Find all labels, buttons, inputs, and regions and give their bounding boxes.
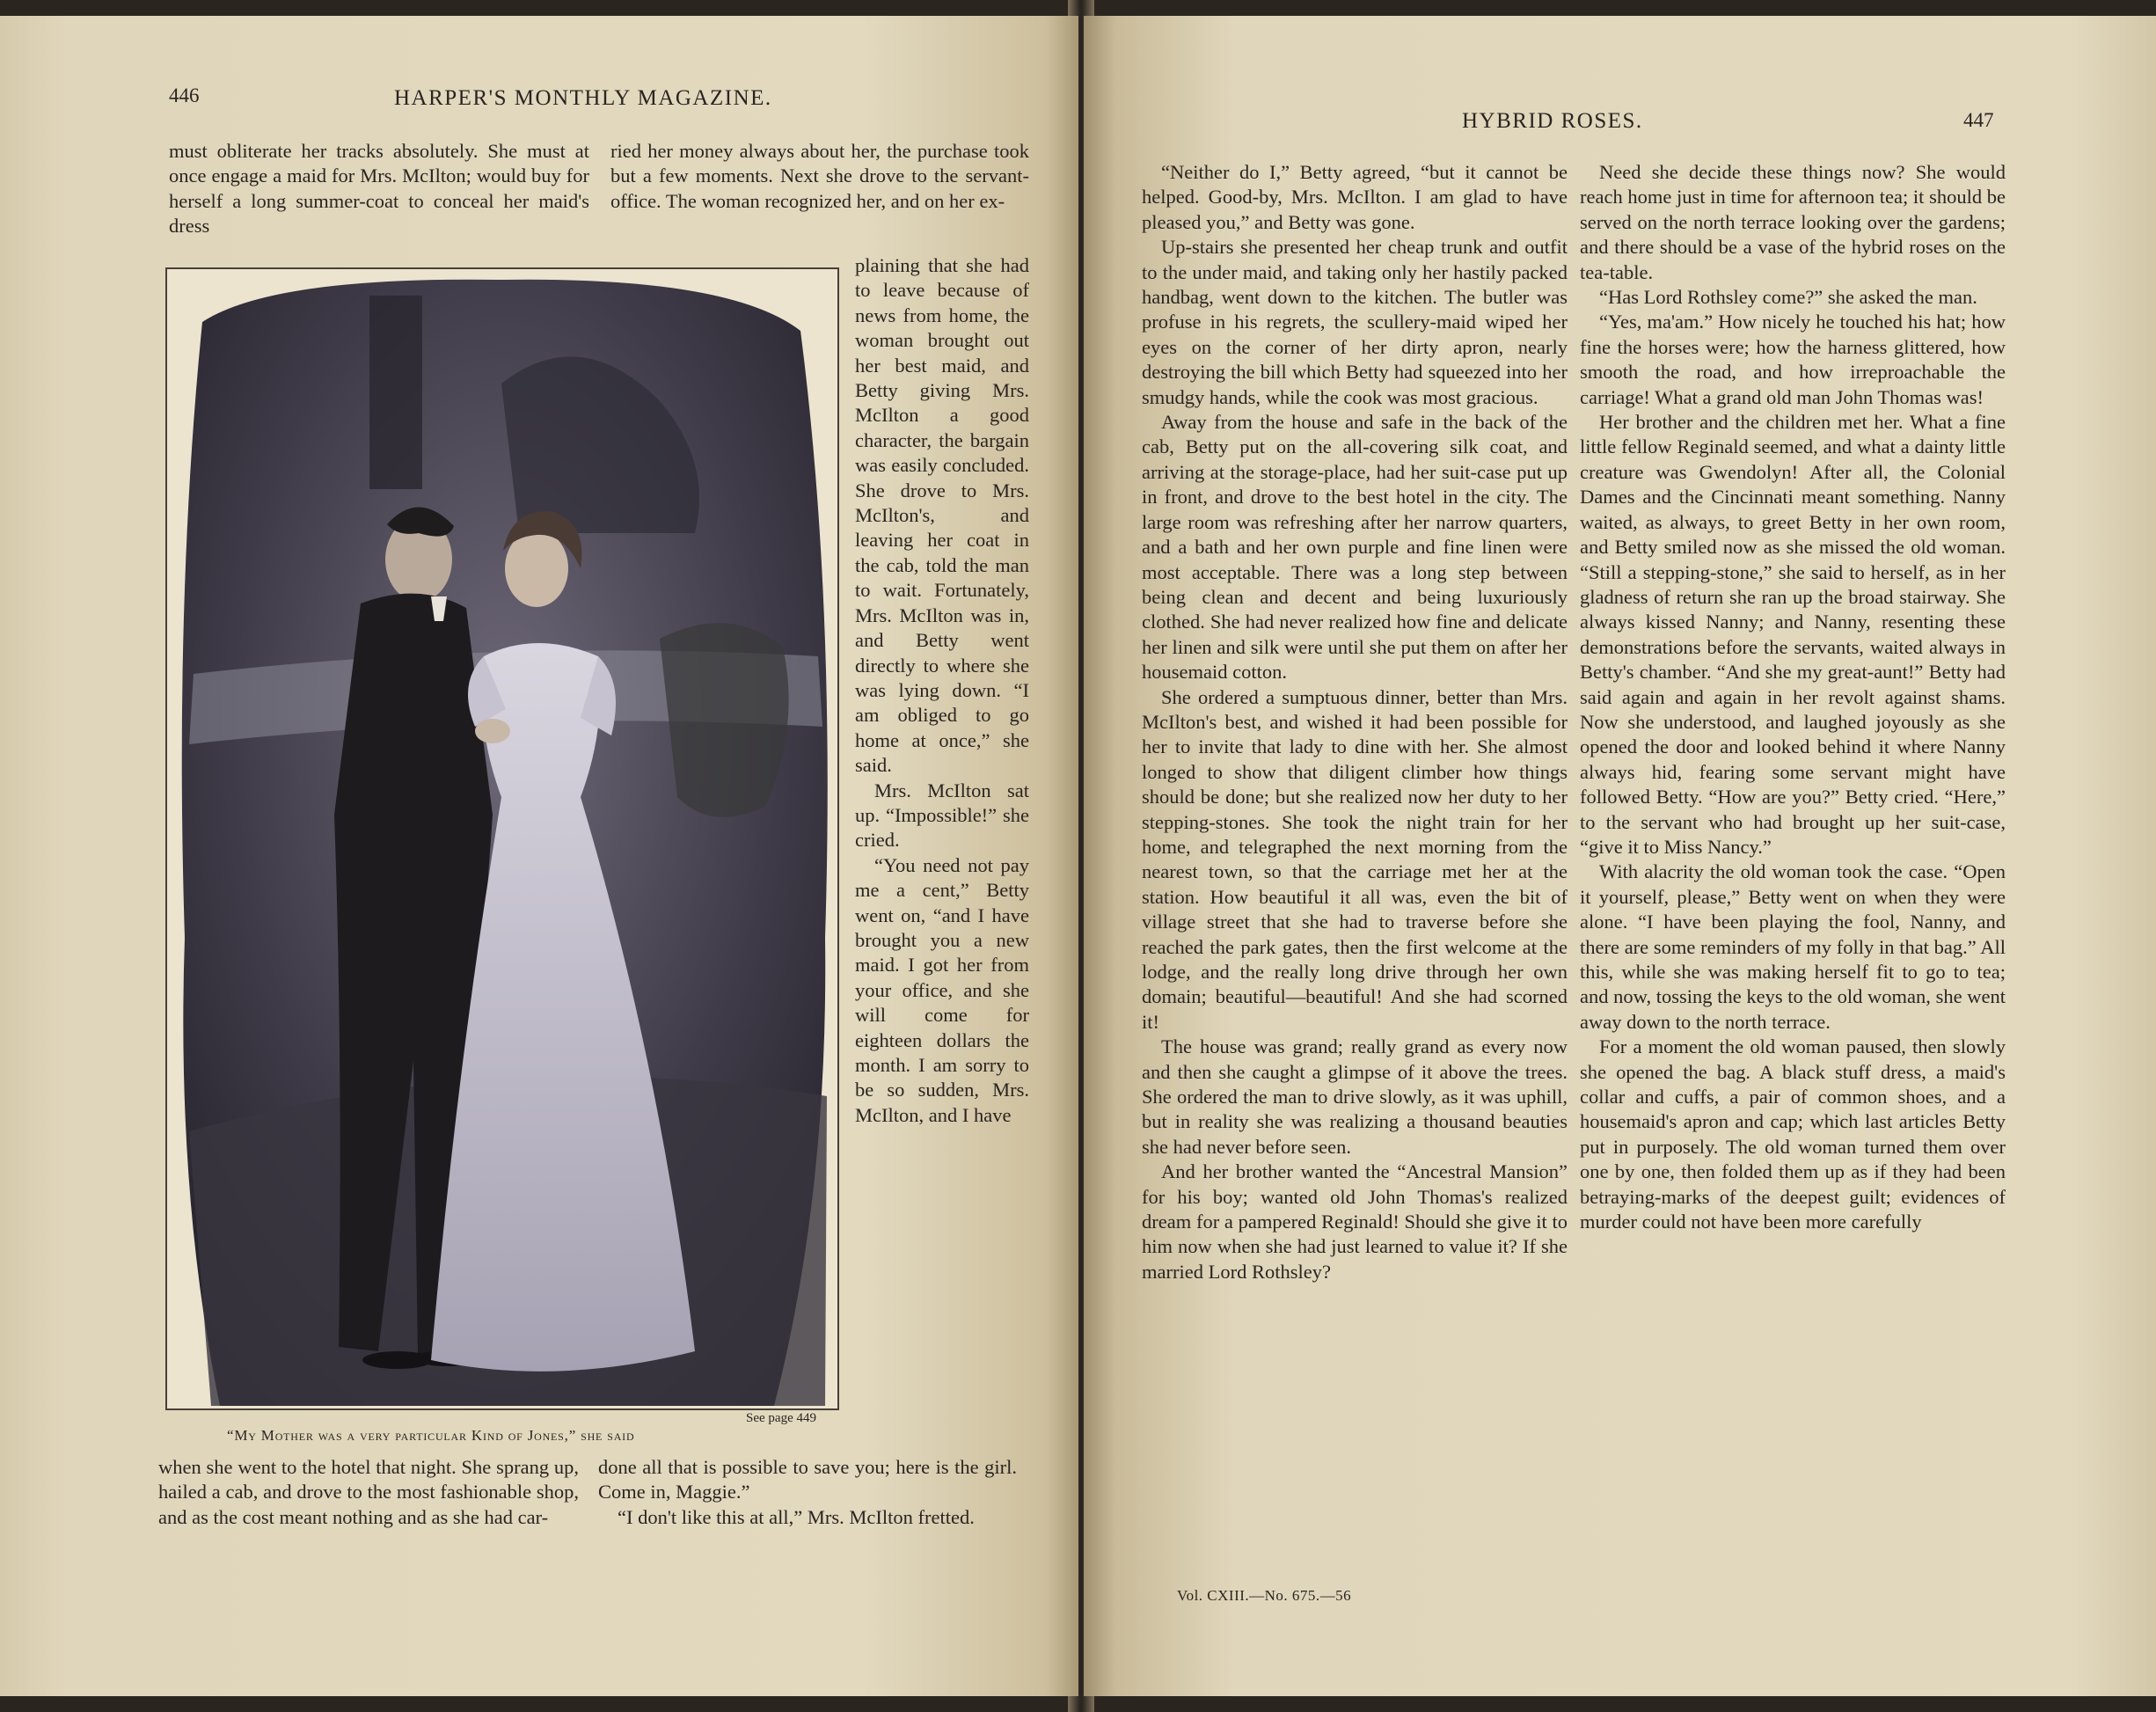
illustration (165, 267, 839, 1410)
paragraph: when she went to the hotel that night. She sprang up, hailed a cab, and drove to the most fashionable shop, and as the cost meant nothing and as she had car- (158, 1456, 579, 1528)
paragraph: “You need not pay me a cent,” Betty went on, “and I have brought you a new maid. I got her from your office, and she will come for eighteen dollars the month. I am sorry to be so sudden, Mrs. McIlton, and I have (855, 853, 1029, 1126)
left-page (0, 16, 1078, 1696)
paragraph: must obliterate her tracks absolutely. She must at once engage a maid for Mrs. McIlton; would buy for herself a long summer-coat to conceal her maid's dress (169, 140, 589, 238)
right-page (1084, 16, 2156, 1696)
column-2 (1580, 160, 2006, 1234)
illustration-caption: “My Mother was a very particular Kind of Jones,” she said (227, 1427, 635, 1444)
paragraph: “Has Lord Rothsley come?” she asked the man. (1599, 286, 1977, 309)
page-number: 446 (169, 84, 200, 106)
paragraph: The house was grand; really grand as every now and then she caught a glimpse of it above the trees. She ordered the man to drive slowly, as it was uphill, but in reality she was realizing a thousand beauties she had never before seen. (1142, 1035, 1568, 1158)
paragraph: And her brother wanted the “Ancestral Mansion” for his boy; wanted old John Thomas's realized dream for a pampered Reginald! Should she give it to him now when she had just learned to value it? If she married Lord Rothsley? (1142, 1160, 1568, 1283)
narrow-column (855, 253, 1029, 1128)
column-1 (1142, 160, 1568, 1284)
paragraph: For a moment the old woman paused, then slowly she opened the bag. A black stuff dress, a maid's collar and cuffs, a pair of common shoes, and a housemaid's apron and cap; which last articles Betty put in purposely. The old woman turned them over one by one, then folded them up as if they had been betraying-marks of the deepest guilt; evidences of murder could not have been more carefully (1580, 1035, 2006, 1233)
paragraph: “Neither do I,” Betty agreed, “but it cannot be helped. Good-by, Mrs. McIlton. I am glad to have pleased you,” and Betty was gone. (1142, 161, 1568, 233)
couple-illustration (167, 269, 837, 1408)
paragraph: Her brother and the children met her. What a fine little fellow Reginald seemed, and what a dainty little creature was Gwendolyn! After all, the Colonial Dames and the Cincinnati meant something. Nanny waited, as always, to greet Betty in her own room, and Betty smiled now as she missed the old woman. “Still a stepping-stone,” she said to herself, as in her gladness of return she ran up the broad stairway. She always kissed Nanny; and Nanny, resenting these demonstrations before the servants, waited always in Betty's chamber. “And she my great-aunt!” Betty had said again and again in her revolt against shams. Now she understood, and laughed joyously as she opened the door and looked behind it where Nanny always hid, fearing some servant might have followed Betty. “How are you?” Betty cried. “Here,” to the servant who had brought up her suit-case, “give it to Miss Nancy.” (1580, 411, 2006, 858)
paragraph: She ordered a sumptuous dinner, better than Mrs. McIlton's best, and wished it had been possible for her to invite that lady to dine with her. She almost longed to show that diligent climber how things should be done; but she realized now her duty to her stepping-stones. She took the night train for her home, and telegraphed the next morning from the nearest town, so that the carriage met her at the station. How beautiful it all was, even the bit of village street that she had to traverse before she reached the park gates, then the first welcome at the lodge, and the really long drive through her own domain; beautiful—beautiful! And she had scorned it! (1142, 685, 1568, 1033)
paragraph: “Yes, ma'am.” How nicely he touched his hat; how fine the horses were; how the harness glittered, how smooth the road, and how irreproachable the carriage! What a grand old man John Thomas was! (1580, 311, 2006, 408)
caption-page-reference: See page 449 (746, 1411, 816, 1425)
running-head: HYBRID ROSES. (1462, 109, 1643, 133)
paragraph: done all that is possible to save you; here is the girl. Come in, Maggie.” (598, 1456, 1017, 1503)
paragraph: Mrs. McIlton sat up. “Impossible!” she cried. (855, 779, 1029, 852)
paragraph: “I don't like this at all,” Mrs. McIlton fretted. (618, 1505, 975, 1528)
paragraph: Need she decide these things now? She would reach home just in time for afternoon tea; it should be served on the north terrace looking over the gardens; and there should be a vase of the hybrid roses on the tea-table. (1580, 161, 2006, 283)
paragraph: ried her money always about her, the purchase took but a few moments. Next she drove to the servant-office. The woman recognized her, and on her ex- (610, 140, 1029, 212)
column-2-top (610, 139, 1029, 214)
paragraph: With alacrity the old woman took the case. “Open it yourself, please,” Betty went on when they were alone. “I have been playing the fool, Nanny, and there are some reminders of my folly in that bag.” All this, while she was making herself fit to go to tea; and now, tossing the keys to the old woman, she went away down to the north terrace. (1580, 860, 2006, 1033)
paragraph: Away from the house and safe in the back of the cab, Betty put on the all-covering silk coat, and arriving at the storage-place, had her suit-case put up in front, and drove to the best hotel in the city. The large room was refreshing after her narrow quarters, and a bath and her own purple and fine linen were most acceptable. There was a long step between being clean and decent and being luxuriously clothed. She had never realized how fine and delicate her linen and silk were until she put them on after her housemaid cotton. (1142, 411, 1568, 684)
paragraph: plaining that she had to leave because of news from home, the woman brought out her best maid, and Betty giving Mrs. McIlton a good character, the bargain was easily concluded. She drove to Mrs. McIlton's, and leaving her coat in the cab, told the man to wait. Fortunately, Mrs. McIlton was in, and Betty went directly to where she was lying down. “I am obliged to go home at once,” she said. (855, 254, 1029, 777)
page-number: 447 (1963, 109, 1994, 131)
running-head: HARPER'S MONTHLY MAGAZINE. (394, 86, 772, 110)
column-1-bottom (158, 1455, 579, 1530)
paragraph: Up-stairs she presented her cheap trunk and outfit to the under maid, and taking only her hastily packed handbag, went down to the kitchen. The butler was profuse in his regrets, the scullery-maid wiped her eyes on the corner of her dirty apron, nearly destroying the bill which Betty had squeezed into her smudgy hands, while the cook was most gracious. (1142, 236, 1568, 408)
column-1-top (169, 139, 589, 239)
column-2-bottom (598, 1455, 1017, 1530)
volume-footer: Vol. CXIII.—No. 675.—56 (1177, 1587, 1352, 1604)
